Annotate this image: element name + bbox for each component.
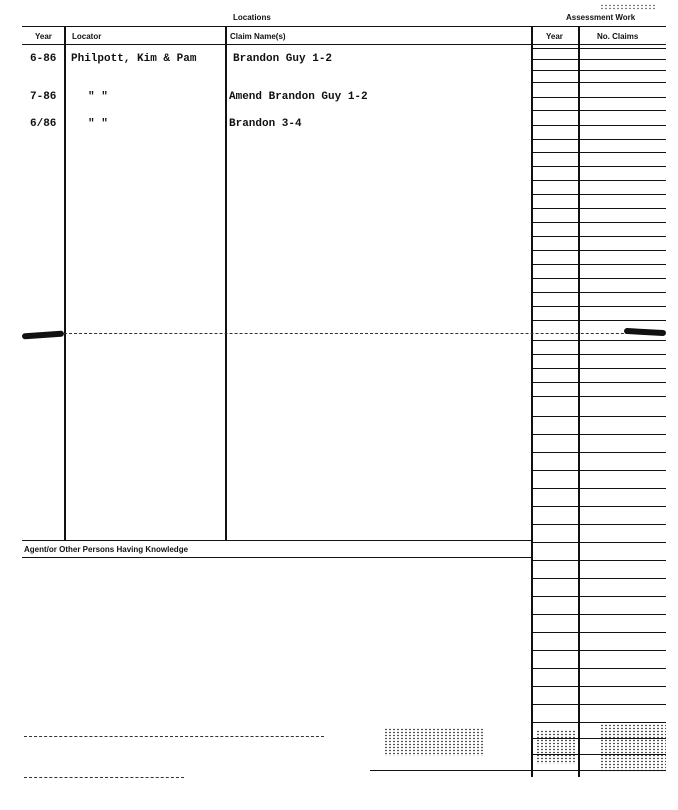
header-top-rule — [22, 26, 666, 27]
scan-noise-year — [536, 730, 576, 764]
scan-noise-center — [384, 728, 484, 756]
col-locator-header: Locator — [72, 32, 102, 41]
fold-dashed-line — [64, 333, 664, 334]
entry-year: 6/86 — [30, 118, 57, 130]
entry-year: 6-86 — [30, 53, 57, 65]
scan-noise-top — [600, 4, 656, 10]
table-bottom-rule — [22, 540, 532, 541]
assessment-work-header: Assessment Work — [566, 13, 636, 22]
col-aw-year-header: Year — [546, 32, 563, 41]
divider-year-locator — [64, 27, 66, 540]
agent-label-rule — [22, 557, 532, 558]
marker-smudge-left — [22, 331, 64, 340]
entry-year: 7-86 — [30, 91, 57, 103]
entry-locator: " " — [88, 118, 108, 130]
locations-header: Locations — [233, 13, 271, 22]
entry-claim-name: Brandon Guy 1-2 — [233, 53, 333, 65]
entry-claim-name: Brandon 3-4 — [229, 118, 302, 130]
entry-locator: Philpott, Kim & Pam — [71, 53, 197, 65]
date-line — [24, 777, 184, 778]
divider-locator-claim — [225, 27, 227, 540]
marker-smudge-right — [624, 328, 666, 336]
scan-noise-claims — [600, 724, 666, 772]
header-bottom-rule — [22, 44, 666, 45]
col-claim-names-header: Claim Name(s) — [230, 32, 286, 41]
agent-section-label: Agent/or Other Persons Having Knowledge — [24, 545, 189, 554]
col-no-claims-header: No. Claims — [597, 32, 639, 41]
signature-line — [24, 736, 324, 737]
entry-locator: " " — [88, 91, 108, 103]
col-year-header: Year — [35, 32, 52, 41]
entry-claim-name: Amend Brandon Guy 1-2 — [229, 91, 368, 103]
